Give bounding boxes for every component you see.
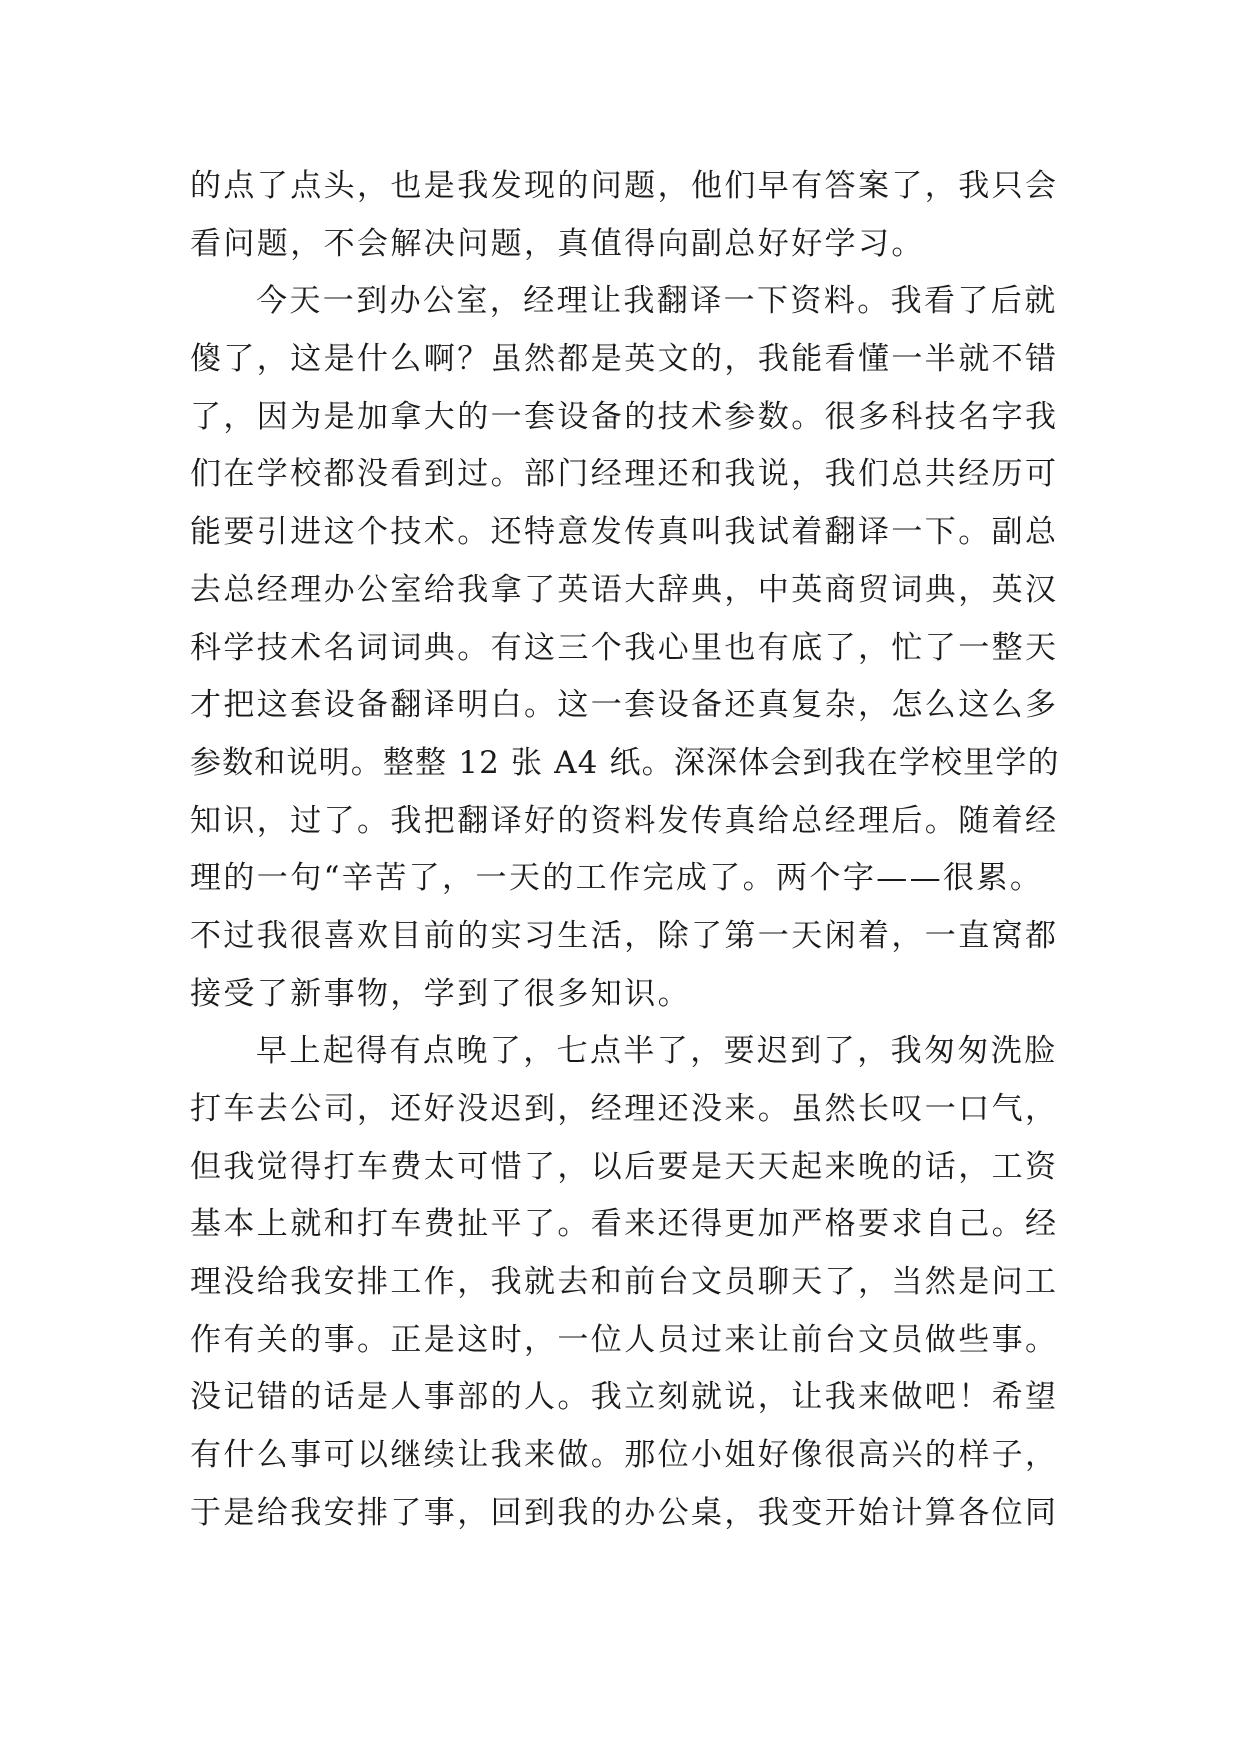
text-line: 早上起得有点晚了，七点半了，要迟到了，我匆匆洗脸: [256, 1033, 1058, 1070]
text-line: 不过我很喜欢目前的实习生活，除了第一天闲着，一直窝都: [190, 917, 1059, 954]
text-line: 没记错的话是人事部的人。我立刻就说，让我来做吧！希望: [190, 1379, 1059, 1416]
text-line: 打车去公司，还好没迟到，经理还没来。虽然长叹一口气，: [190, 1091, 1059, 1127]
text-line: 作有关的事。正是这时，一位人员过来让前台文员做些事。: [190, 1321, 1059, 1358]
text-line: 理没给我安排工作，我就去和前台文员聊天了，当然是问工: [190, 1264, 1059, 1301]
text-line: 基本上就和打车费扯平了。看来还得更加严格要求自己。经: [190, 1206, 1059, 1243]
text-line: 了，因为是加拿大的一套设备的技术参数。很多科技名字我: [190, 398, 1059, 435]
text-line: 看问题，不会解决问题，真值得向副总好好学习。: [190, 225, 925, 262]
text-line: 知识，过了。我把翻译好的资料发传真给总经理后。随着经: [190, 802, 1059, 839]
text-line: 于是给我安排了事，回到我的办公桌，我变开始计算各位同: [190, 1494, 1059, 1531]
text-line: 傻了，这是什么啊？虽然都是英文的，我能看懂一半就不错: [190, 341, 1059, 378]
text-line: 但我觉得打车费太可惜了，以后要是天天起来晚的话，工资: [190, 1148, 1059, 1185]
text-line: 能要引进这个技术。还特意发传真叫我试着翻译一下。副总: [190, 514, 1059, 551]
text-line: 接受了新事物，学到了很多知识。: [190, 975, 691, 1012]
text-line: 今天一到办公室，经理让我翻译一下资料。我看了后就: [256, 283, 1058, 320]
text-line: 理的一句“辛苦了，一天的工作完成了。两个字——很累。: [190, 860, 1044, 897]
body-text: [190, 158, 1060, 1543]
text-line: 的点了点头，也是我发现的问题，他们早有答案了，我只会: [190, 168, 1059, 204]
text-line: 科学技术名词词典。有这三个我心里也有底了，忙了一整天: [190, 629, 1059, 666]
text-line: 去总经理办公室给我拿了英语大辞典，中英商贸词典，英汉: [190, 571, 1059, 608]
text-line: 们在学校都没看到过。部门经理还和我说，我们总共经历可: [190, 456, 1059, 493]
text-line: 有什么事可以继续让我来做。那位小姐好像很高兴的样子，: [190, 1437, 1059, 1474]
text-line: 参数和说明。整整 12 张 A4 纸。深深体会到我在学校里学的: [190, 744, 1060, 781]
text-line: 才把这套设备翻译明白。这一套设备还真复杂，怎么这么多: [190, 687, 1059, 724]
